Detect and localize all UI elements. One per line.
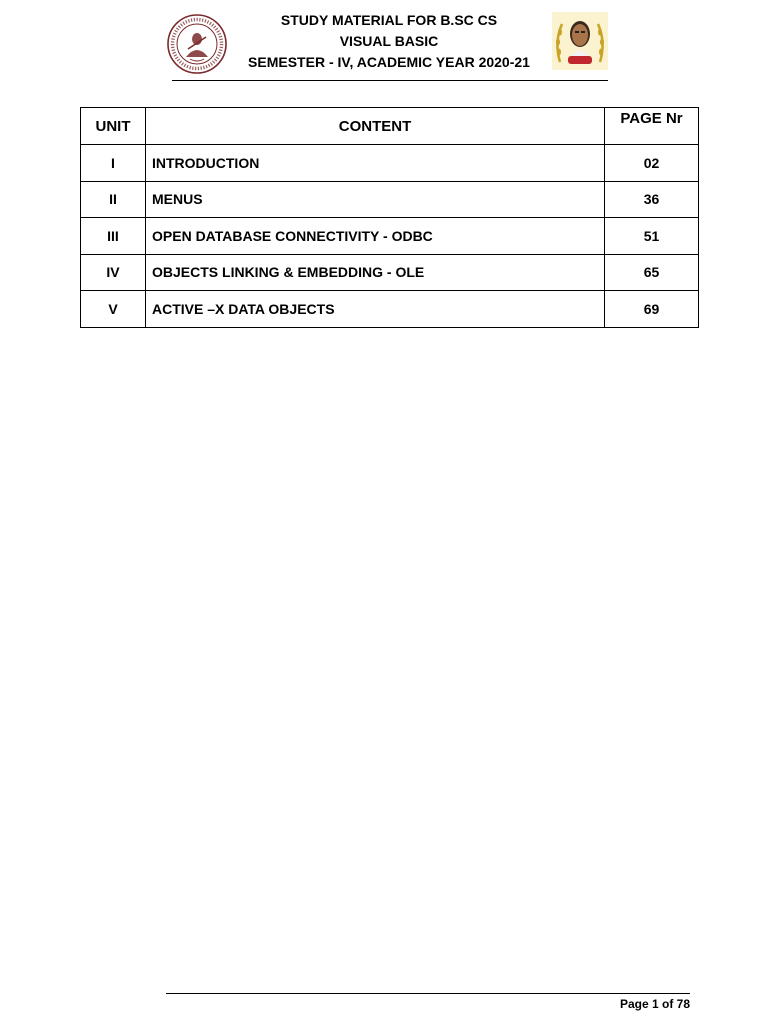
page-header [0,0,768,90]
content-cell: MENUS [146,181,605,218]
header-titles [230,10,548,73]
page-cell: 65 [605,254,699,291]
header-line-2: VISUAL BASIC [339,33,439,49]
table-row [81,145,699,182]
header-divider [172,80,608,81]
header-unit: UNIT [81,108,146,145]
content-cell: OPEN DATABASE CONNECTIVITY - ODBC [146,218,605,255]
page-cell: 02 [605,145,699,182]
contents-table [80,107,699,328]
unit-cell: II [81,181,146,218]
portrait-emblem-icon [552,12,608,70]
page-cell: 51 [605,218,699,255]
header-page-nr: PAGE Nr [605,108,699,145]
unit-cell: IV [81,254,146,291]
unit-cell: V [81,291,146,328]
unit-cell: III [81,218,146,255]
header-line-3: SEMESTER - IV, ACADEMIC YEAR 2020-21 [248,54,530,70]
unit-cell: I [81,145,146,182]
founder-portrait [552,12,608,70]
page-number: Page 1 of 78 [619,997,690,1011]
university-seal-icon [166,13,228,75]
table-row [81,218,699,255]
content-cell: INTRODUCTION [146,145,605,182]
page-cell: 69 [605,291,699,328]
content-cell: OBJECTS LINKING & EMBEDDING - OLE [146,254,605,291]
header-line-1: STUDY MATERIAL FOR B.SC CS [280,12,498,28]
header-content: CONTENT [146,108,605,145]
table-row [81,181,699,218]
table-row [81,254,699,291]
page-cell: 36 [605,181,699,218]
table-header-row [81,108,699,145]
table-row [81,291,699,328]
footer-divider [166,993,690,994]
content-cell: ACTIVE –X DATA OBJECTS [146,291,605,328]
